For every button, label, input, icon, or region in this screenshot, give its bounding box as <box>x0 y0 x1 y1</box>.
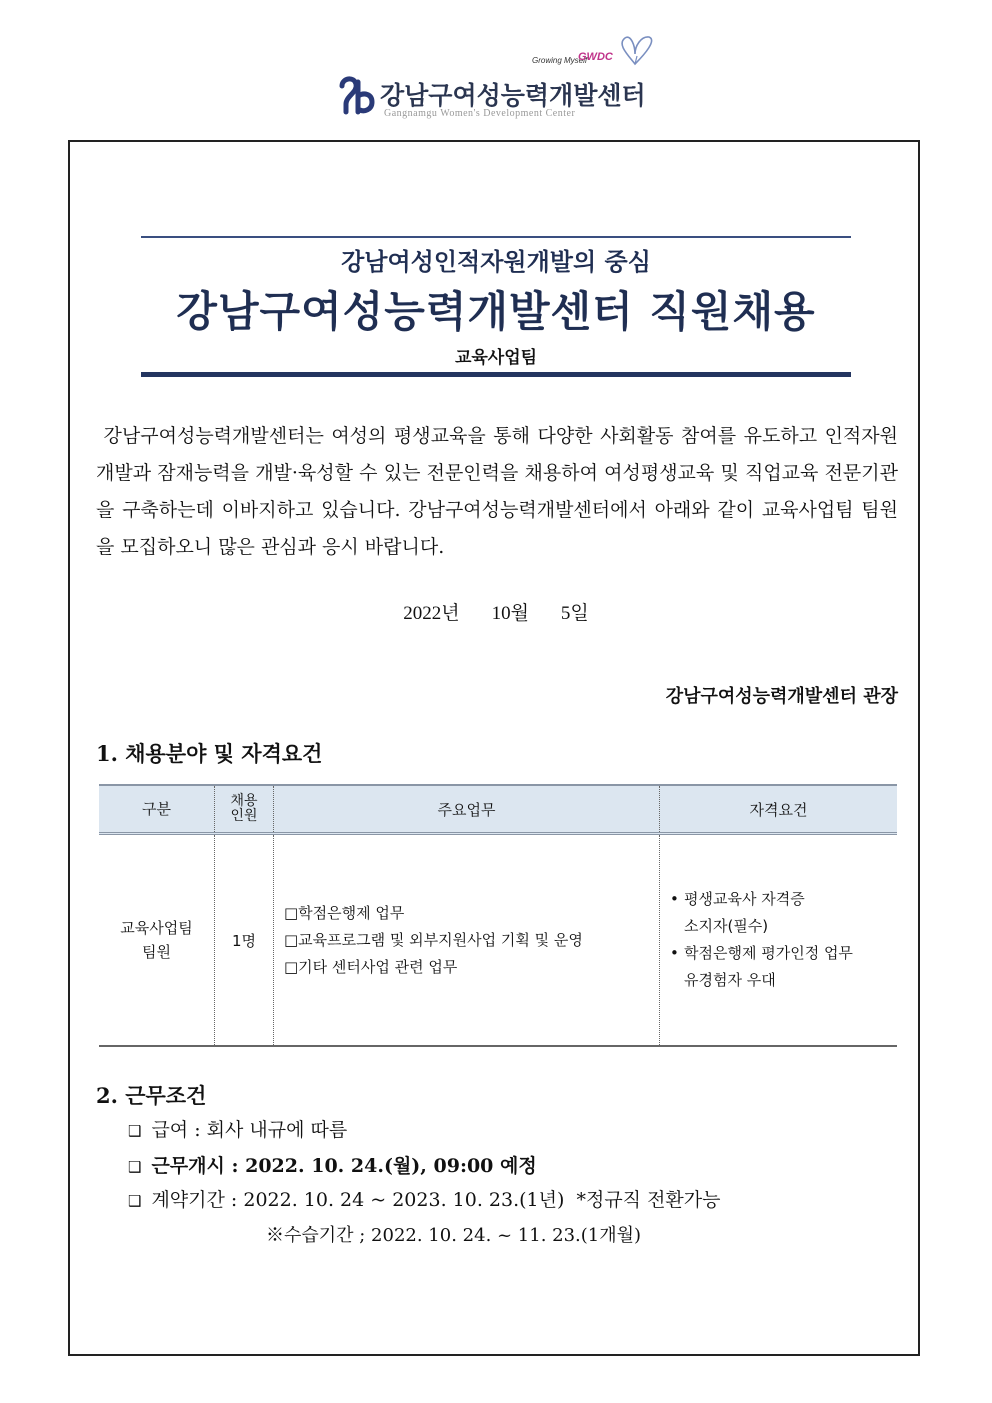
date-day: 5일 <box>560 603 589 624</box>
duty-item: □학점은행제 업무 <box>284 903 405 922</box>
center-logo <box>336 34 666 124</box>
cell-category <box>99 834 215 1047</box>
category-line2: 팀원 <box>142 943 171 961</box>
table-row <box>99 834 897 1047</box>
header-count-line1: 채용 <box>230 793 258 809</box>
logo-mark-icon <box>338 74 376 116</box>
condition-text: 근무개시 : 2022. 10. 24.(월), 09:00 예정 <box>151 1155 537 1177</box>
title-top-rule <box>141 236 851 238</box>
condition-item <box>128 1151 537 1178</box>
qualification-item <box>670 940 896 994</box>
title-block <box>141 236 851 377</box>
bullet: • <box>670 890 679 908</box>
cell-qualifications <box>660 834 898 1047</box>
section1-heading: 1. 채용분야 및 자격요건 <box>96 741 323 766</box>
logo-name: 강남구여성능력개발센터 <box>380 81 646 110</box>
duty-item: □기타 센터사업 관련 업무 <box>284 957 458 976</box>
team-name: 교육사업팀 <box>454 348 538 368</box>
condition-item <box>128 1185 720 1212</box>
checkbox-icon: ❑ <box>128 1158 142 1176</box>
butterfly-icon <box>613 34 657 68</box>
qualification-line: 학점은행제 평가인정 업무 <box>684 944 853 962</box>
recruitment-table <box>99 784 897 1047</box>
duty-item: □교육프로그램 및 외부지원사업 기획 및 운영 <box>284 930 583 949</box>
logo-brand: GWDC <box>578 51 613 63</box>
header-duties: 주요업무 <box>274 785 660 834</box>
cell-duties <box>274 834 660 1047</box>
page-title: 강남구여성능력개발센터 직원채용 <box>176 287 816 336</box>
condition-text: 급여 : 회사 내규에 따름 <box>151 1119 348 1141</box>
logo-tagline: Growing Myself <box>532 56 588 65</box>
header-qualifications: 자격요건 <box>660 785 898 834</box>
qualification-item <box>670 886 896 940</box>
logo-subtitle: Gangnamgu Women's Development Center <box>384 108 576 119</box>
announcement-date <box>0 598 992 625</box>
qualification-line: 유경험자 우대 <box>684 971 776 989</box>
cell-count: 1명 <box>215 834 274 1047</box>
date-year: 2022년 <box>403 603 460 624</box>
header-category: 구분 <box>99 785 215 834</box>
probation-note: ※수습기간 ; 2022. 10. 24. ~ 11. 23.(1개월) <box>266 1225 642 1246</box>
header-count-line2: 인원 <box>230 808 258 824</box>
intro-paragraph <box>96 418 898 566</box>
bullet: • <box>670 944 679 962</box>
qualification-line: 소지자(필수) <box>684 917 769 935</box>
intro-text: 강남구여성능력개발센터는 여성의 평생교육을 통해 다양한 사회활동 참여를 유도하고 인적자원개발과 잠재능력을 개발·육성할 수 있는 전문인력을 채용하여 여성평생교육 및 직업교육 전문기관을 구축하는데 이바지하고 있습니다. 강남구여성능력개발센터에서 아래와 같이 교육사업팀 팀원을 모집하오니 많은 관심과 응시 바랍니다. <box>96 425 898 558</box>
condition-item <box>128 1115 347 1142</box>
date-month: 10월 <box>491 603 529 624</box>
signer: 강남구여성능력개발센터 관장 <box>665 686 898 707</box>
table-header-row <box>99 785 897 834</box>
category-line1: 교육사업팀 <box>120 919 193 937</box>
checkbox-icon: ❑ <box>128 1122 142 1140</box>
title-bottom-rule <box>141 372 851 377</box>
header-count <box>215 785 274 834</box>
section2-heading: 2. 근무조건 <box>96 1083 207 1108</box>
page-subtitle: 강남여성인적자원개발의 중심 <box>341 248 651 276</box>
qualification-line: 평생교육사 자격증 <box>684 890 805 908</box>
condition-text: 계약기간 : 2022. 10. 24 ~ 2023. 10. 23.(1년) *정규직 전환가능 <box>151 1189 721 1211</box>
checkbox-icon: ❑ <box>128 1192 142 1210</box>
